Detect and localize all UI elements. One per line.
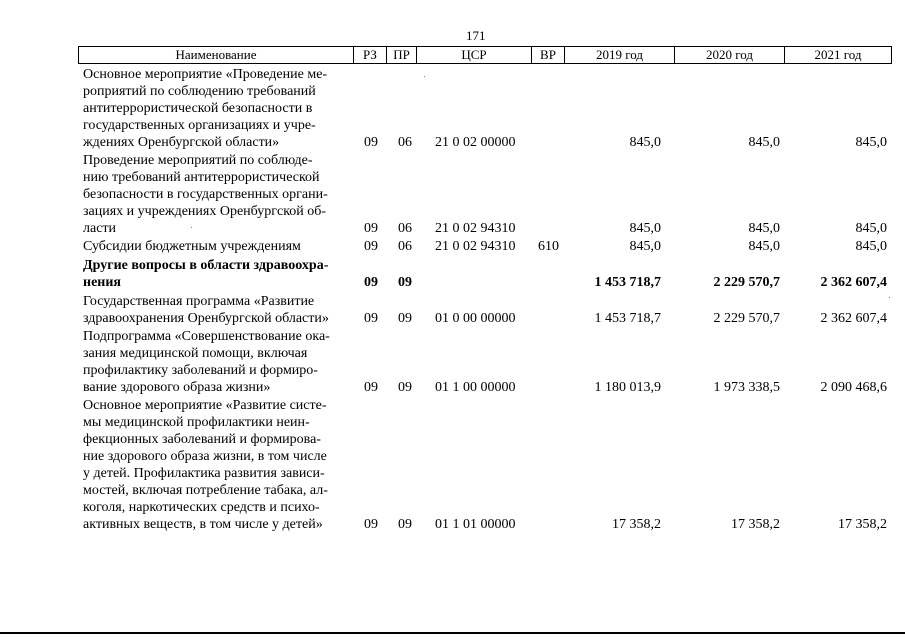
row-csr: 01 1 01 00000: [435, 517, 516, 532]
row-name-line: нию требований антитеррористической: [83, 170, 320, 185]
row-pr: 06: [398, 221, 412, 236]
header-vr: ВР: [532, 47, 565, 63]
table-header: [78, 46, 892, 64]
table-row: [80, 238, 890, 255]
row-rz: 09: [364, 517, 378, 532]
table-row: [80, 152, 890, 237]
table-row: [80, 293, 890, 327]
row-pr: 09: [398, 380, 412, 395]
row-name-line: Основное мероприятие «Проведение ме-: [83, 67, 328, 82]
row-csr: 21 0 02 94310: [435, 221, 516, 236]
row-name-line: антитеррористической безопасности в: [83, 101, 313, 116]
table-row: [80, 328, 890, 396]
row-name-line: фекционных заболеваний и формирова-: [83, 432, 321, 447]
row-csr: 21 0 02 00000: [435, 135, 516, 150]
row-2019: 845,0: [629, 221, 661, 236]
row-2019: 17 358,2: [612, 517, 661, 532]
row-name-line: Подпрограмма «Совершенствование ока-: [83, 329, 330, 344]
row-name-line: роприятий по соблюдению требований: [83, 84, 316, 99]
row-name-line: мостей, включая потребление табака, ал-: [83, 483, 328, 498]
page-number: 171: [466, 28, 486, 43]
row-pr: 06: [398, 239, 412, 254]
row-rz: 09: [364, 275, 378, 290]
row-name-line: ние здорового образа жизни, в том числе: [83, 449, 327, 464]
scan-speck: [424, 76, 425, 77]
table-row: [80, 257, 890, 291]
row-name: [83, 328, 355, 396]
row-name-line: профилактику заболеваний и формиро-: [83, 363, 318, 378]
scan-speck: [889, 297, 890, 298]
row-2020: 2 229 570,7: [713, 275, 780, 290]
row-2021: 2 362 607,4: [820, 275, 887, 290]
header-2019: 2019 год: [565, 47, 675, 63]
row-2020: 845,0: [748, 239, 780, 254]
row-name-line: Государственная программа «Развитие: [83, 294, 315, 309]
row-rz: 09: [364, 380, 378, 395]
row-2019: 845,0: [629, 239, 661, 254]
row-2020: 845,0: [748, 221, 780, 236]
row-2020: 1 973 338,5: [713, 380, 780, 395]
row-name-line: безопасности в государственных органи-: [83, 187, 328, 202]
row-name: [83, 257, 355, 291]
row-2021: 845,0: [855, 135, 887, 150]
row-name: [83, 152, 355, 237]
row-rz: 09: [364, 221, 378, 236]
header-pr: ПР: [387, 47, 417, 63]
row-2020: 17 358,2: [731, 517, 780, 532]
page-bottom-edge: [0, 632, 905, 634]
row-name-line: Основное мероприятие «Развитие систе-: [83, 398, 327, 413]
row-name-line: мы медицинской профилактики неин-: [83, 415, 310, 430]
row-name-line: зания медицинской помощи, включая: [83, 346, 308, 361]
row-name-line: нения: [83, 275, 121, 290]
header-2021: 2021 год: [814, 47, 862, 62]
scan-speck: [191, 227, 192, 228]
row-rz: 09: [364, 135, 378, 150]
row-2021: 2 362 607,4: [820, 311, 887, 326]
row-2021: 17 358,2: [838, 517, 887, 532]
row-name: [83, 238, 355, 255]
header-csr: ЦСР: [417, 47, 532, 63]
row-csr: 21 0 02 94310: [435, 239, 516, 254]
row-2021: 2 090 468,6: [820, 380, 887, 395]
row-name: [83, 66, 355, 151]
row-name-line: вание здорового образа жизни»: [83, 380, 271, 395]
row-2019: 1 180 013,9: [594, 380, 661, 395]
row-2020: 2 229 570,7: [713, 311, 780, 326]
row-name: [83, 293, 355, 327]
row-pr: 09: [398, 275, 412, 290]
header-name: Наименование: [79, 47, 354, 63]
table-row: [80, 66, 890, 151]
row-name-line: Проведение мероприятий по соблюде-: [83, 153, 313, 168]
header-rz: РЗ: [354, 47, 387, 63]
header-2020: 2020 год: [675, 47, 785, 63]
row-name-line: здравоохранения Оренбургской области»: [83, 311, 329, 326]
row-name-line: активных веществ, в том числе у детей»: [83, 517, 323, 532]
row-vr: 610: [538, 239, 559, 254]
row-2021: 845,0: [855, 221, 887, 236]
row-name-line: ждениях Оренбургской области»: [83, 135, 280, 150]
row-pr: 09: [398, 517, 412, 532]
row-2019: 1 453 718,7: [594, 275, 661, 290]
row-name-line: Субсидии бюджетным учреждениям: [83, 239, 301, 254]
row-csr: 01 1 00 00000: [435, 380, 516, 395]
row-2020: 845,0: [748, 135, 780, 150]
table-row: [80, 397, 890, 533]
row-rz: 09: [364, 239, 378, 254]
row-pr: 09: [398, 311, 412, 326]
row-name-line: ласти: [83, 221, 117, 236]
row-2019: 845,0: [629, 135, 661, 150]
row-name-line: Другие вопросы в области здравоохра-: [83, 258, 329, 273]
row-2019: 1 453 718,7: [594, 311, 661, 326]
row-name-line: коголя, наркотических средств и психо-: [83, 500, 320, 515]
row-name-line: государственных организациях и учре-: [83, 118, 316, 133]
row-name: [83, 397, 355, 533]
row-name-line: зациях и учреждениях Оренбургской об-: [83, 204, 327, 219]
row-rz: 09: [364, 311, 378, 326]
row-name-line: у детей. Профилактика развития зависи-: [83, 466, 325, 481]
row-2021: 845,0: [855, 239, 887, 254]
row-pr: 06: [398, 135, 412, 150]
row-csr: 01 0 00 00000: [435, 311, 516, 326]
